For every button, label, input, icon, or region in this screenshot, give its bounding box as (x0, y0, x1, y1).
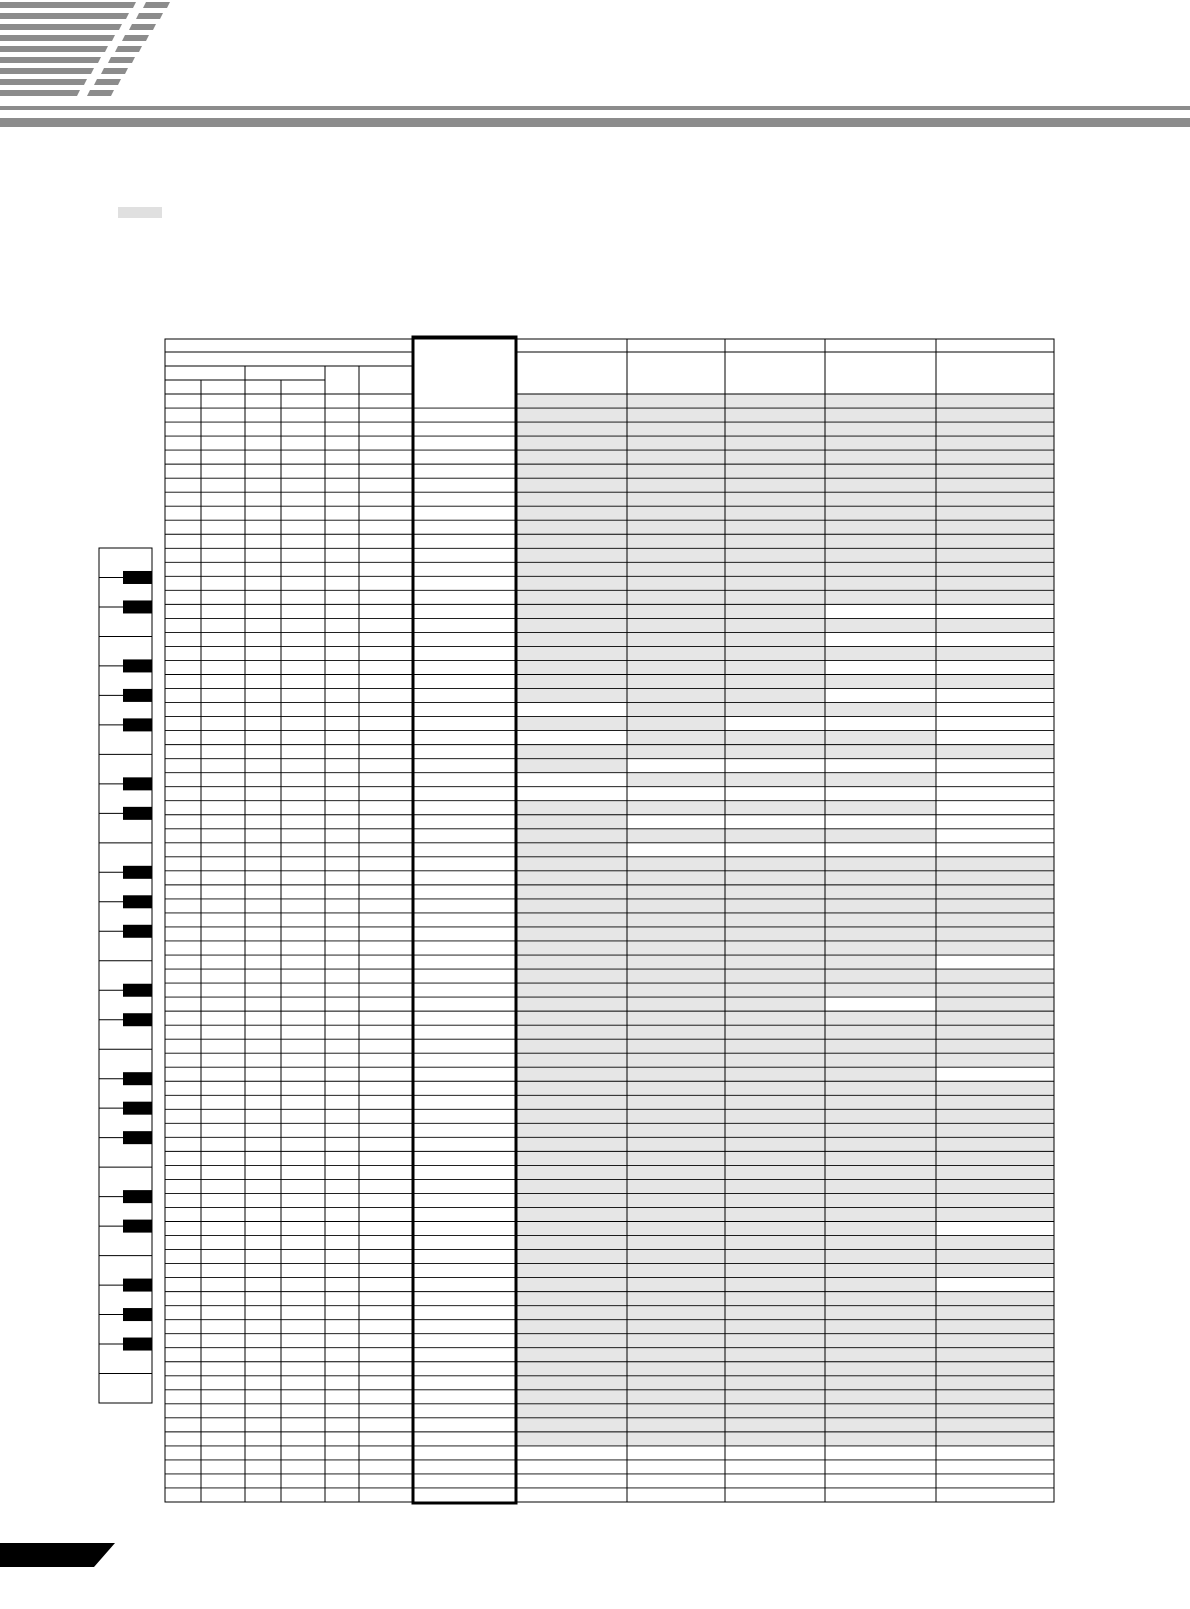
header-rule-thick (0, 118, 1190, 127)
drum-kit-table (165, 337, 1054, 1503)
shaded-cell-block (627, 703, 725, 745)
header-stripe (0, 90, 80, 96)
shaded-cell-block (725, 801, 825, 815)
shaded-cell-block (825, 801, 936, 815)
shaded-cell-block (725, 829, 825, 843)
shaded-cell-block (516, 717, 627, 731)
black-key (123, 895, 152, 908)
black-key (123, 807, 152, 820)
black-key (123, 1131, 152, 1144)
header-stripe (0, 46, 108, 52)
shaded-cell-block (936, 646, 1054, 660)
header-rule (0, 106, 1190, 127)
shaded-cell-block (936, 1236, 1054, 1278)
header-stripe-short (129, 24, 156, 30)
shaded-cell-block (516, 604, 627, 702)
black-key (123, 718, 152, 731)
shaded-cell-block (516, 745, 627, 759)
shaded-cell-block (825, 773, 936, 787)
shaded-cell-block (516, 394, 627, 604)
shaded-cell-block (825, 1320, 936, 1446)
shaded-cell-block (725, 703, 825, 717)
shaded-cell-block (936, 394, 1054, 604)
black-key (123, 1190, 152, 1203)
shaded-cell-block (516, 759, 627, 773)
highlight-column-frame (413, 337, 516, 1503)
header-stripes-logo (0, 2, 170, 96)
black-key (123, 1013, 152, 1026)
black-key (123, 1308, 152, 1321)
shaded-cell-block (825, 731, 936, 745)
header-stripe (0, 13, 129, 19)
header-rule-thin (0, 106, 1190, 110)
black-key (123, 984, 152, 997)
black-key (123, 866, 152, 879)
header-stripe-short (101, 68, 128, 74)
header-stripe (0, 2, 136, 8)
shaded-cell-block (627, 773, 725, 787)
header-stripe-short (94, 79, 121, 85)
shaded-cell-block (825, 394, 936, 604)
black-key (123, 1220, 152, 1233)
shaded-cell-block (825, 829, 936, 843)
shaded-cell-block (825, 675, 936, 689)
section-label-tab (118, 207, 162, 218)
black-key (123, 1279, 152, 1292)
header-stripe-short (122, 35, 149, 41)
shaded-cell-block (825, 703, 936, 717)
header-stripe-short (143, 2, 170, 8)
black-key (123, 600, 152, 613)
shaded-cell-block (627, 829, 725, 843)
black-key (123, 777, 152, 790)
black-key (123, 1072, 152, 1085)
shaded-cell-block (825, 646, 936, 660)
shaded-cell-block (627, 801, 725, 815)
shaded-cell-block (936, 675, 1054, 689)
shaded-cell-block (936, 745, 1054, 759)
shaded-cell-block (936, 969, 1054, 1067)
black-key (123, 689, 152, 702)
black-key (123, 1338, 152, 1351)
header-stripe-short (108, 57, 135, 63)
shaded-cell-block (725, 745, 825, 759)
black-key (123, 659, 152, 672)
header-stripe-short (115, 46, 142, 52)
shaded-cell-block (936, 618, 1054, 632)
shaded-cell-block (936, 857, 1054, 955)
header-stripe (0, 57, 101, 63)
black-key (123, 571, 152, 584)
header-stripe (0, 79, 87, 85)
shaded-cell-block (725, 731, 825, 745)
shaded-cell-block (825, 618, 936, 632)
black-key (123, 1102, 152, 1115)
black-key (123, 925, 152, 938)
shaded-cell-block (627, 745, 725, 759)
header-stripe (0, 24, 122, 30)
keyboard-outline (99, 548, 152, 1403)
header-stripe (0, 68, 94, 74)
header-stripe-short (87, 90, 114, 96)
keyboard-diagram (99, 548, 152, 1403)
shaded-cell-block (825, 745, 936, 759)
header-stripe (0, 35, 115, 41)
header-stripe-short (136, 13, 163, 19)
shaded-cell-block (936, 1292, 1054, 1446)
shaded-cell-block (725, 773, 825, 787)
page-footer-tab (0, 1543, 115, 1567)
